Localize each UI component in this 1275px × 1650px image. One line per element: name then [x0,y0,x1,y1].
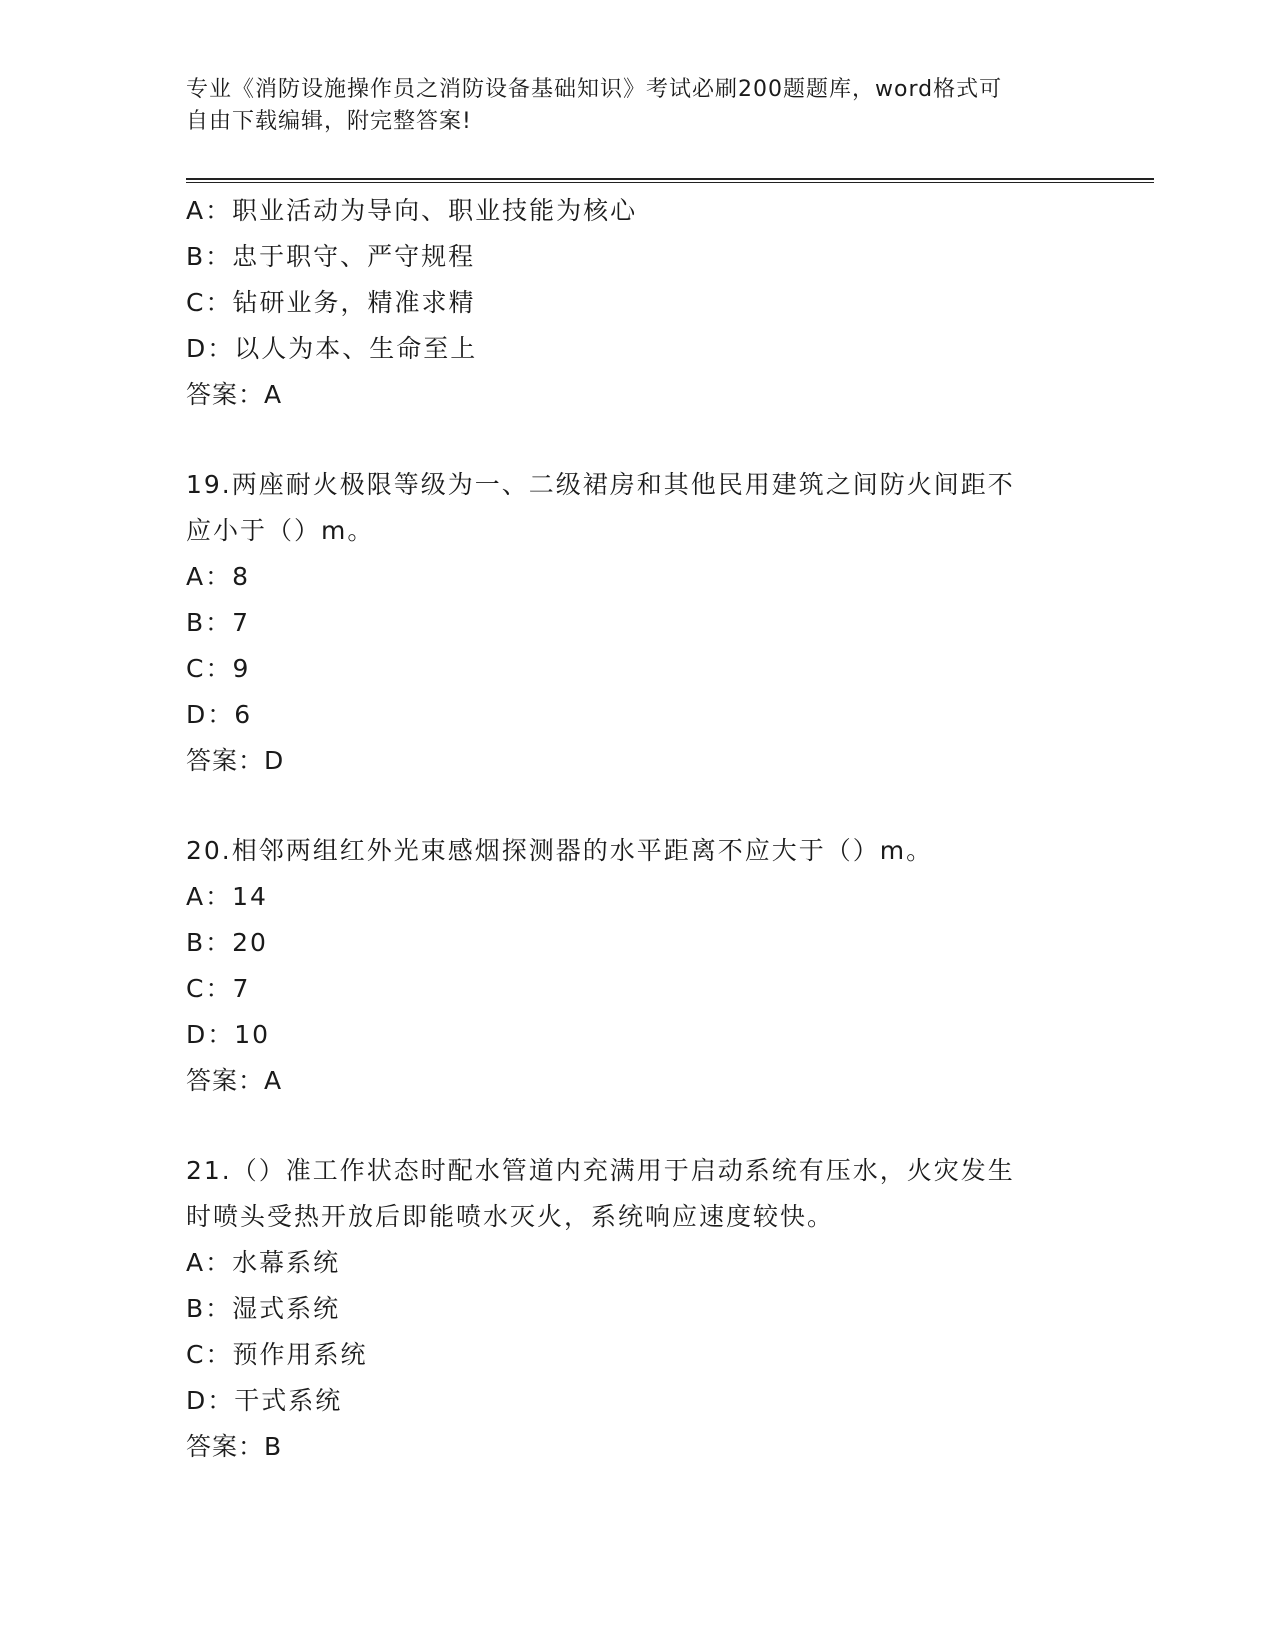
question-text-line: 20.相邻两组红外光束感烟探测器的水平距离不应大于（）m。 [186,836,934,865]
option-b: B：忠于职守、严守规程 [186,242,476,271]
question-block [186,462,1086,784]
question-text-line: 19.两座耐火极限等级为一、二级裙房和其他民用建筑之间防火间距不 [186,470,1015,499]
option-b: B：7 [186,608,251,637]
question-block [186,1148,1086,1470]
question-text-line: 应小于（）m。 [186,516,375,545]
question-block [186,828,1086,1104]
answer-line: 答案：B [186,1432,283,1461]
option-a: A：14 [186,882,268,911]
document-header [186,74,1066,138]
option-d: D：6 [186,700,253,729]
option-a: A：8 [186,562,251,591]
answer-line: 答案：A [186,380,283,409]
question-text-line: 21.（）准工作状态时配水管道内充满用于启动系统有压水，火灾发生 [186,1156,1015,1185]
option-d: D：干式系统 [186,1386,343,1415]
question-list [186,188,1086,1470]
option-c: C：7 [186,974,251,1003]
option-a: A：职业活动为导向、职业技能为核心 [186,196,638,225]
option-a: A：水幕系统 [186,1248,341,1277]
answer-line: 答案：A [186,1066,283,1095]
option-d: D：以人为本、生命至上 [186,334,478,363]
answer-line: 答案：D [186,746,285,775]
question-block [186,188,1086,418]
question-text-line: 时喷头受热开放后即能喷水灭火，系统响应速度较快。 [186,1202,835,1231]
header-divider [186,178,1154,183]
option-d: D：10 [186,1020,271,1049]
header-line-2: 自由下载编辑，附完整答案! [186,109,472,134]
header-line-1: 专业《消防设施操作员之消防设备基础知识》考试必刷200题题库，word格式可 [186,77,1003,102]
option-c: C：钻研业务，精准求精 [186,288,476,317]
option-b: B：湿式系统 [186,1294,341,1323]
option-b: B：20 [186,928,268,957]
option-c: C：9 [186,654,251,683]
option-c: C：预作用系统 [186,1340,368,1369]
